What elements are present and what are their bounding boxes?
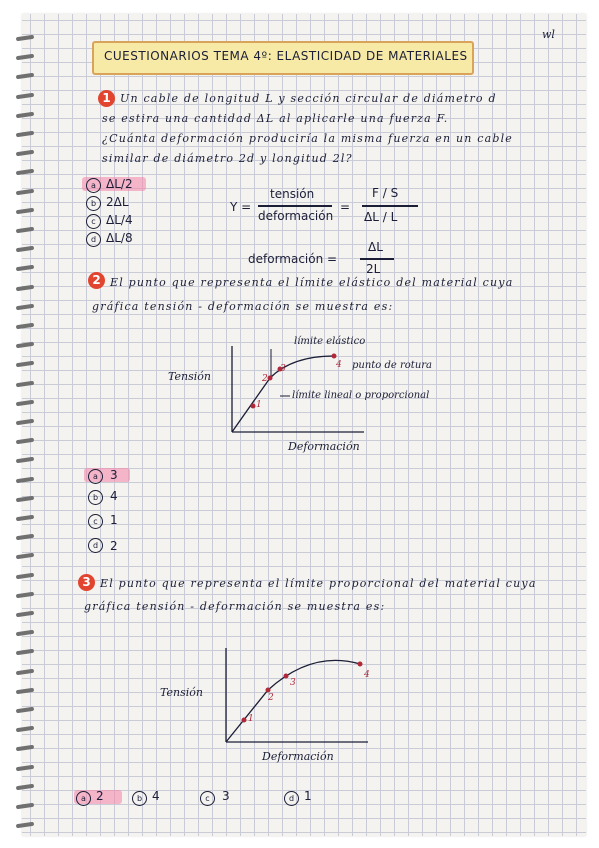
- point-label: 1: [256, 400, 262, 410]
- question-3-number: 3: [78, 574, 95, 591]
- option-a-circle: a: [76, 791, 91, 806]
- q3-xlabel: Deformación: [262, 750, 334, 763]
- q1-line: Un cable de longitud L y sección circular de diámetro d: [120, 92, 497, 105]
- question-1-number: 1: [98, 90, 115, 107]
- option-c-circle: c: [86, 214, 101, 229]
- annotation-punto-rotura: punto de rotura: [352, 360, 432, 371]
- question-2-number: 2: [88, 272, 105, 289]
- formula-den2: ΔL / L: [364, 210, 398, 224]
- q3-ylabel: Tensión: [160, 686, 203, 699]
- option-b-circle: b: [88, 490, 103, 505]
- option-c-circle: c: [88, 514, 103, 529]
- q2-line: gráfica tensión - deformación se muestra es:: [92, 300, 394, 313]
- curve-point: [284, 674, 289, 679]
- option-c-circle: c: [200, 791, 215, 806]
- formula-lhs: Y =: [230, 200, 252, 214]
- option-c-text: 1: [110, 513, 118, 527]
- point-label: 2: [262, 374, 268, 384]
- q2-xlabel: Deformación: [288, 440, 360, 453]
- formula-den3: 2L: [366, 262, 381, 276]
- stress-strain-curve: [226, 660, 360, 742]
- option-a-text: ΔL/2: [106, 177, 133, 191]
- q1-line: similar de diámetro 2d y longitud 2l?: [102, 152, 353, 165]
- curve-point: [358, 662, 363, 667]
- q3-graph: [22, 14, 586, 836]
- option-c-text: 3: [222, 789, 230, 803]
- q2-line: El punto que representa el límite elástico del material cuya: [110, 276, 514, 289]
- option-b-circle: b: [132, 791, 147, 806]
- point-label: 3: [280, 364, 286, 374]
- curve-point: [266, 688, 271, 693]
- formula-eq: =: [340, 200, 351, 214]
- q1-line: se estira una cantidad ΔL al aplicarle una fuerza F.: [102, 112, 449, 125]
- option-a-text: 3: [110, 468, 118, 482]
- q2-ylabel: Tensión: [168, 370, 211, 383]
- option-d-circle: d: [86, 232, 101, 247]
- curve-point: [242, 718, 247, 723]
- option-a-circle: a: [86, 178, 101, 193]
- point-label: 4: [336, 360, 342, 370]
- q1-line: ¿Cuánta deformación produciría la misma fuerza en un cable: [102, 132, 514, 145]
- option-d-text: ΔL/8: [106, 231, 133, 245]
- corner-mark: wl: [542, 28, 555, 41]
- point-label: 2: [268, 693, 274, 703]
- page-title: CUESTIONARIOS TEMA 4º: ELASTICIDAD DE MATERIALES: [104, 49, 468, 63]
- formula-lhs2: deformación =: [248, 252, 338, 266]
- option-a-text: 2: [96, 789, 104, 803]
- option-d-text: 2: [110, 539, 118, 553]
- option-c-text: ΔL/4: [106, 213, 133, 227]
- point-label: 4: [364, 670, 370, 680]
- formula-num1: tensión: [270, 187, 315, 201]
- q3-line: El punto que representa el límite proporcional del material cuya: [100, 577, 537, 590]
- option-d-circle: d: [284, 791, 299, 806]
- option-b-circle: b: [86, 196, 101, 211]
- formula-num2: F / S: [372, 186, 399, 200]
- q3-line: gráfica tensión - deformación se muestra es:: [84, 600, 386, 613]
- option-a-circle: a: [88, 469, 103, 484]
- annotation-limite-proporcional: límite lineal o proporcional: [292, 390, 430, 401]
- annotation-limite-elastico: límite elástico: [294, 336, 366, 347]
- formula-den1: deformación: [258, 209, 334, 223]
- point-label: 1: [248, 714, 254, 724]
- formula-num3: ΔL: [368, 240, 383, 254]
- option-b-text: 4: [152, 789, 160, 803]
- option-b-text: 4: [110, 489, 118, 503]
- option-d-text: 1: [304, 789, 312, 803]
- option-b-text: 2ΔL: [106, 195, 129, 209]
- notebook-page: [22, 14, 586, 836]
- option-d-circle: d: [88, 538, 103, 553]
- point-label: 3: [290, 678, 296, 688]
